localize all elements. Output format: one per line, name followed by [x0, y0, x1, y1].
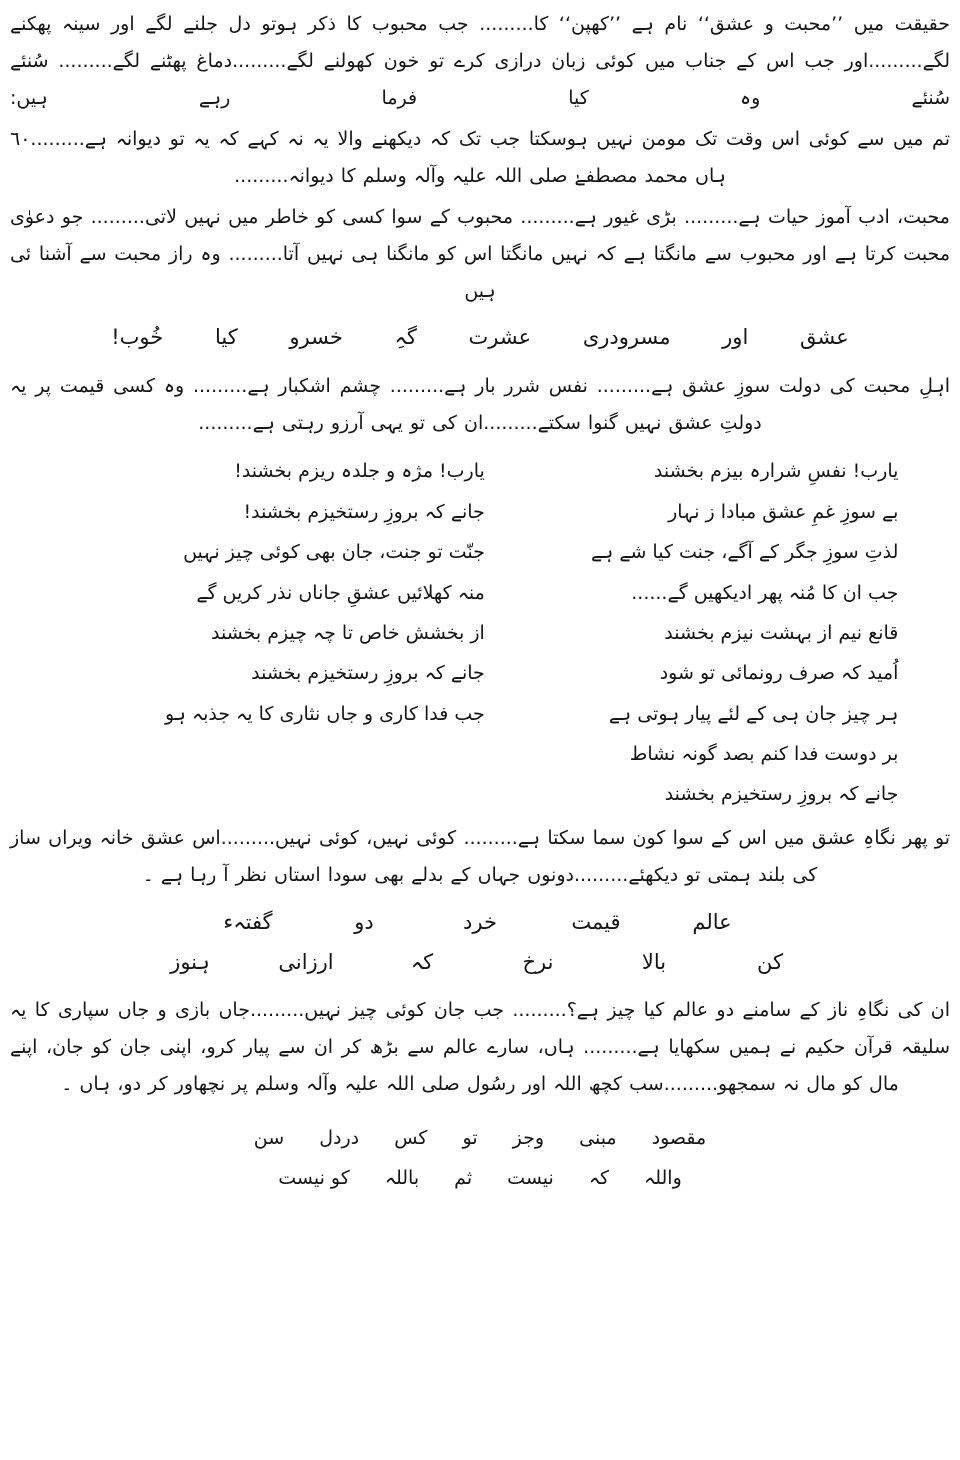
ishq-word-6: خسرو: [289, 325, 343, 350]
hemistich-left: جب فدا کاری و جاں نثاری کا یہ جذبہ ہو: [164, 702, 485, 725]
grid-word: ہنوز: [170, 949, 210, 974]
hemistich-left: جنّت تو جنت، جان بھی کوئی چیز نہیں: [183, 541, 485, 564]
closing-couplet: [10, 1119, 950, 1199]
grid-word: بالا: [641, 949, 667, 974]
grid-word: خرد: [463, 909, 497, 934]
hemistich-right: یارب! نفسِ شرارہ بیزم بخشند: [653, 460, 899, 483]
ishq-word-1: عشق: [799, 325, 849, 350]
hemistich-left: یارب! مژہ و جلدہ ریزم بخشند!: [234, 460, 485, 483]
persian-word-grid: [10, 904, 950, 982]
hemistich-left: جانے کہ بروزِ رستخیزم بخشند!: [243, 500, 485, 523]
hemistich-right: جب ان کا مُنہ پھر ادیکھیں گے......: [631, 581, 899, 604]
ishq-word-4: عشرت: [468, 325, 532, 350]
verse-row: [10, 618, 950, 648]
grid-word: گفتہء: [223, 909, 273, 934]
closing-word: کس: [394, 1126, 428, 1149]
grid-word: نرخ: [522, 949, 554, 974]
grid-word: عالم: [692, 909, 732, 934]
hemistich-right: جانے کہ بروزِ رستخیزم بخشند: [664, 783, 899, 806]
closing-line-2: [10, 1159, 950, 1199]
paragraph-1: حقیقت میں ’’محبت و عشق‘‘ نام ہے ’’کھپن‘‘ کا......... جب محبوب کا ذکر ہوتو دل جلنے لگے اور سینہ پھکنے لگے.........اور جب اس کے جناب میں کوئی زبان درازی کرے تو خون کھولنے لگے.........دماغ پھٹنے لگے......... سُنئے سُنئے وہ کیا فرما رہے ہیں:: [10, 13, 950, 110]
paragraph-6: ان کی نگاہِ ناز کے سامنے دو عالم کیا چیز ہے؟......... جب جان کوئی چیز نہیں.........جاں بازی و جاں سپاری کا یہ سلیقہ قرآن حکیم نے ہمیں سکھایا ہے......... ہاں، سارے عالم سے بڑھ کر ان سے پیار کرو، اپنی جان کو جان، اپنے مال کو مال نہ سمجھو.........سب کچھ اللہ اور رسُول صلی اللہ علیہ وآلہ وسلم پر نچھاور کر دو، ہاں ۔: [10, 998, 950, 1095]
verse-block: [10, 456, 950, 810]
word-grid-row-1: [10, 904, 950, 942]
closing-word: وجز: [512, 1126, 545, 1149]
ishq-word-5: گہِ: [394, 325, 417, 350]
grid-word: دو: [354, 909, 374, 934]
hemistich-right: لذتِ سوزِ جگر کے آگے، جنت کیا شے ہے: [591, 541, 899, 564]
ishq-word-3: مسرودری: [582, 325, 671, 350]
closing-word: باللہ: [384, 1166, 420, 1189]
verse-row: [10, 779, 950, 809]
verse-row: [10, 658, 950, 688]
closing-word: تو: [462, 1126, 478, 1149]
verse-row: [10, 578, 950, 608]
ishq-masrudari-line: [10, 318, 950, 358]
verse-row: [10, 699, 950, 729]
grid-word: کہ: [410, 949, 434, 974]
hemistich-right: ہر چیز جان ہی کے لئے پیار ہوتی ہے: [608, 702, 899, 725]
hemistich-left: جانے کہ بروزِ رستخیزم بخشند: [251, 662, 485, 685]
closing-word: دردل: [319, 1126, 360, 1149]
grid-word: قیمت: [571, 909, 621, 934]
paragraph-4: اہلِ محبت کی دولت سوزِ عشق ہے......... نفس شرر بار ہے......... چشم اشکبار ہے......... وہ کسی قیمت پر یہ دولتِ عشق نہیں گنوا سکتے.........ان کی تو یہی آرزو رہتی ہے.........: [10, 375, 950, 435]
closing-word: واللہ: [644, 1166, 682, 1189]
closing-word: مبنی: [579, 1126, 617, 1149]
verse-row: [10, 456, 950, 486]
paragraph-2: تم میں سے کوئی اس وقت تک مومن نہیں ہوسکتا جب تک کہ دیکھنے والا یہ نہ کہے کہ یہ تو دیوانہ ہے.........٦٠ ہاں محمد مصطفےٰ صلی اللہ علیہ وآلہ وسلم کا دیوانہ.........: [10, 128, 950, 188]
verse-row: [10, 739, 950, 769]
hemistich-left: منہ کھلائیں عشقِ جاناں نذر کریں گے: [196, 581, 485, 604]
closing-word: کو نیست: [278, 1166, 350, 1189]
hemistich-right: بے سوزِ غمِ عشق مبادا ز نہار: [668, 500, 899, 523]
ishq-word-8: خُوب!: [111, 325, 164, 350]
closing-word: کہ: [588, 1166, 610, 1189]
paragraph-3: محبت، ادب آموز حیات ہے......... بڑی غیور ہے......... محبوب کے سوا کسی کو خاطر میں نہیں لاتی......... جو دعوٰی محبت کرتا ہے اور محبوب سے مانگتا ہے کہ نہیں مانگتا اس کو مانگنا ہی نہیں آتا......... وہ راز محبت سے آشنا ئی ہیں: [10, 206, 950, 303]
hemistich-left: از بخشش خاص تا چہ چیزم بخشند: [211, 621, 485, 644]
closing-line-1: [10, 1119, 950, 1159]
paragraph-5: تو پھر نگاہِ عشق میں اس کے سوا کون سما سکتا ہے......... کوئی نہیں، کوئی نہیں.........اس عشق خانہ ویراں ساز کی بلند ہمتی تو دیکھئے.........دونوں جہاں کے بدلے بھی سودا استاں نظر آ رہا ہے ۔: [10, 826, 950, 886]
closing-word: ثم: [454, 1166, 473, 1189]
closing-word: نیست: [507, 1166, 554, 1189]
word-grid-row-2: [10, 944, 950, 982]
closing-word: سن: [253, 1126, 285, 1149]
hemistich-right: بر دوست فدا کنم بصد گونہ نشاط: [629, 743, 899, 766]
verse-row: [10, 497, 950, 527]
verse-row: [10, 537, 950, 567]
grid-word: کن: [757, 949, 783, 974]
hemistich-right: قانع نیم از بہشت نیزم بخشند: [664, 621, 899, 644]
hemistich-right: اُمید کہ صرف رونمائی تو شود: [659, 662, 899, 685]
closing-word: مقصود: [651, 1126, 707, 1149]
ishq-word-7: کیا: [214, 325, 238, 350]
grid-word: ارزانی: [278, 949, 334, 974]
ishq-word-2: اور: [722, 325, 749, 350]
